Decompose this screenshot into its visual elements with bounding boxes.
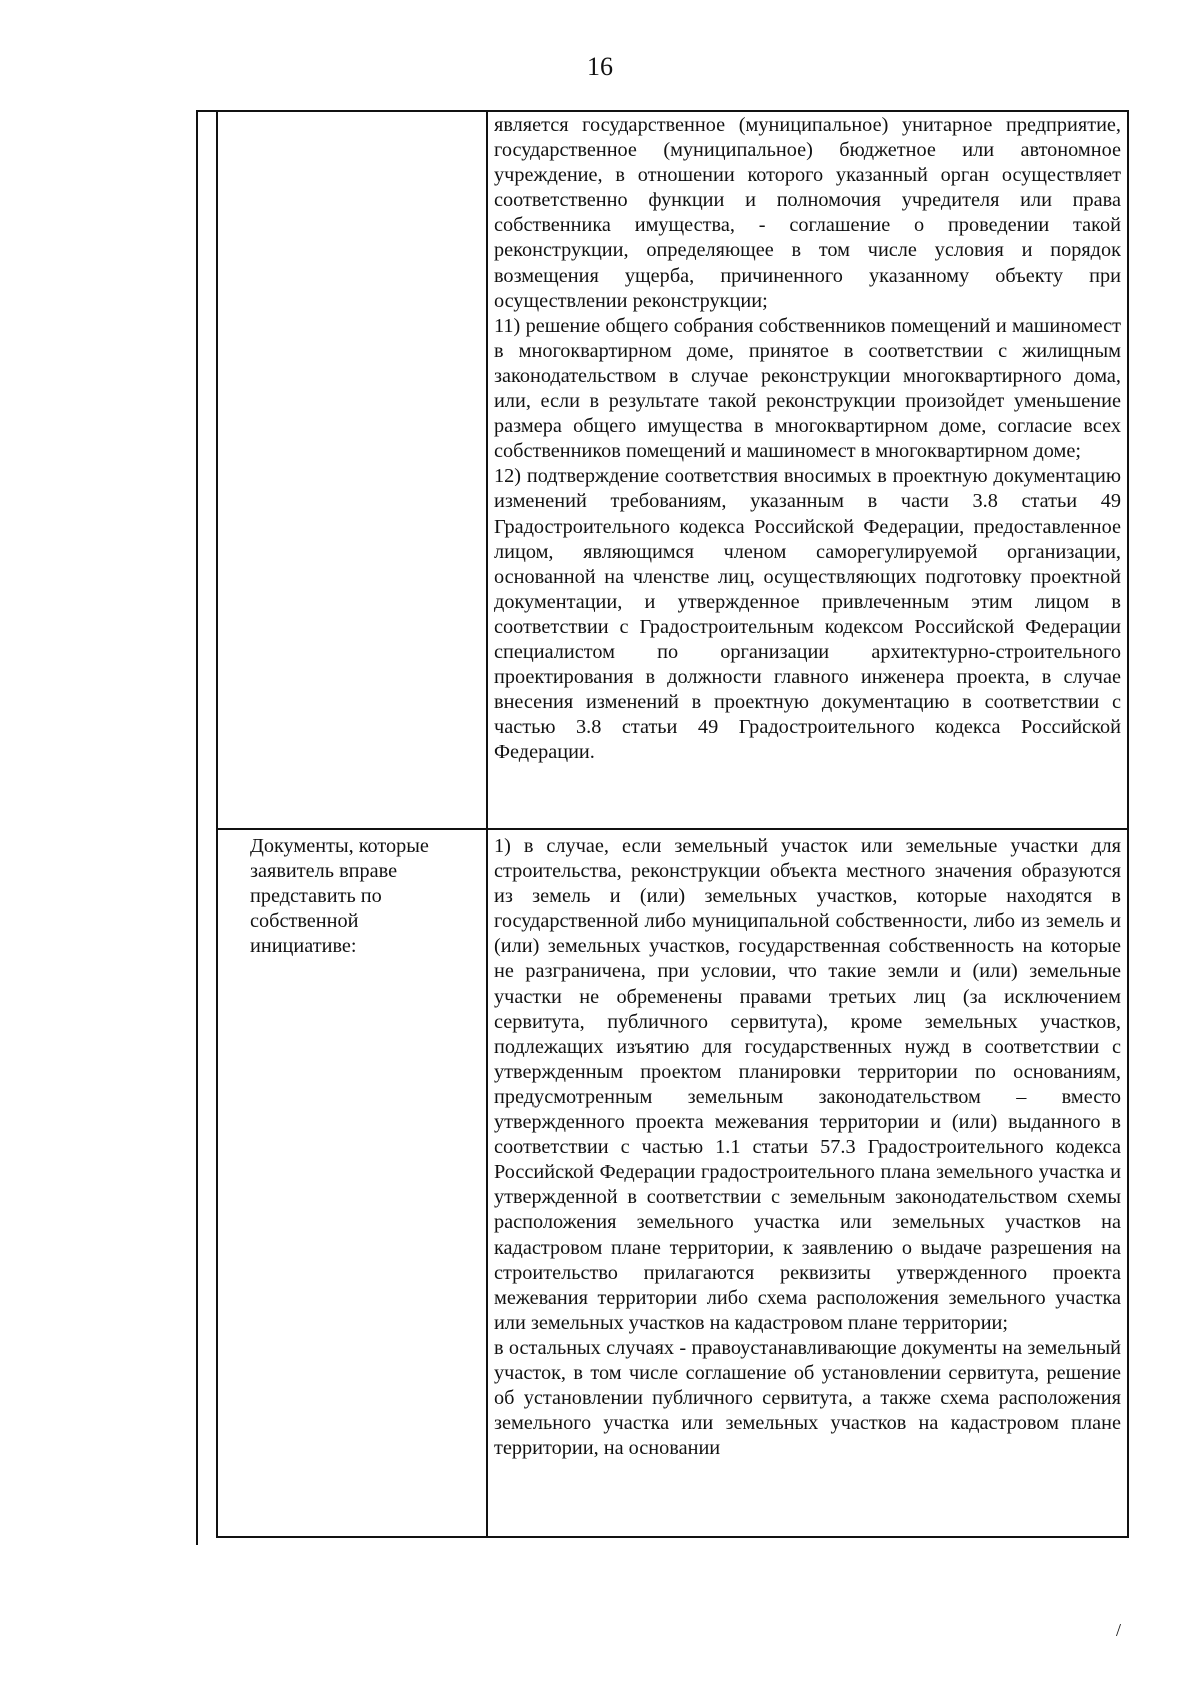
requirements-table [196,110,1129,1545]
table-column-divider [486,110,488,1538]
table-row-content [494,113,1121,765]
paragraph: 11) решение общего собрания собственников помещений и машиномест в многоквартирном доме, принятое в соответствии с жилищным законодательством в случае реконструкции многоквартирного дома, или, если в результате такой реконструкции произойдет уменьшение размера общего имущества в многоквартирном доме, согласие всех собственников помещений и машиномест в многоквартирном доме; [494,314,1121,463]
page-number: 16 [587,52,613,81]
table-border-top [196,110,1129,112]
paragraph: в остальных случаях - правоустанавливающие документы на земельный участок, в том числе соглашение об установлении сервитута, решение об установлении публичного сервитута, а также схема расположения земельного участка или земельных участков на кадастровом плане территории, на основании [494,1336,1121,1460]
table-border-inner-left [216,110,218,1538]
corner-mark: / [1116,1620,1122,1640]
table-row-divider [216,828,1129,830]
table-row-content [494,834,1121,1461]
paragraph: 12) подтверждение соответствия вносимых в проектную документацию изменений требованиям, указанным в части 3.8 статьи 49 Градостроительного кодекса Российской Федерации, предоставленное лицом, являющимся членом саморегулируемой организации, основанной на членстве лиц, осуществляющих подготовку проектной документации, и утвержденное привлеченным этим лицом в соответствии с Градостроительным кодексом Российской Федерации специалистом по организации архитектурно-строительного проектирования в должности главного инженера проекта, в случае внесения изменений в проектную документацию в соответствии с частью 3.8 статьи 49 Градостроительного кодекса Российской Федерации. [494,465,1121,764]
table-row-label: Документы, которые заявитель вправе представить по собственной инициативе: [250,835,429,958]
paragraph: 1) в случае, если земельный участок или земельные участки для строительства, реконструкции объекта местного значения образуются из земель и (или) земельных участков, которые находятся в государственной либо муниципальной собственности, либо из земель и (или) земельных участков, государственная собственность на которые не разграничена, при условии, что такие земли и (или) земельные участки не обременены правами третьих лиц (за исключением сервитута, публичного сервитута), кроме земельных участков, подлежащих изъятию для государственных нужд в соответствии с утвержденным проектом планировки территории по основаниям, предусмотренным земельным законодательством – вместо утвержденного проекта межевания территории и (или) выданного в соответствии с частью 1.1 статьи 57.3 Градостроительного кодекса Российской Федерации градостроительного плана земельного участка и утвержденной в соответствии с земельным законодательством схемы расположения земельного участка или земельных участков на кадастровом плане территории, к заявлению о выдаче разрешения на строительство прилагаются реквизиты утвержденного проекта межевания территории либо схема расположения земельного участка или земельных участков на кадастровом плане территории; [494,835,1121,1334]
paragraph: является государственное (муниципальное) унитарное предприятие, государственное (муниципальное) бюджетное или автономное учреждение, в отношении которого указанный орган осуществляет соответственно функции и полномочия учредителя или права собственника имущества, - соглашение о проведении такой реконструкции, определяющее в том числе условия и порядок возмещения ущерба, причиненного указанному объекту при осуществлении реконструкции; [494,114,1121,312]
table-border-bottom [216,1536,1129,1538]
table-border-right [1127,110,1129,1538]
table-border-left [196,110,198,1545]
